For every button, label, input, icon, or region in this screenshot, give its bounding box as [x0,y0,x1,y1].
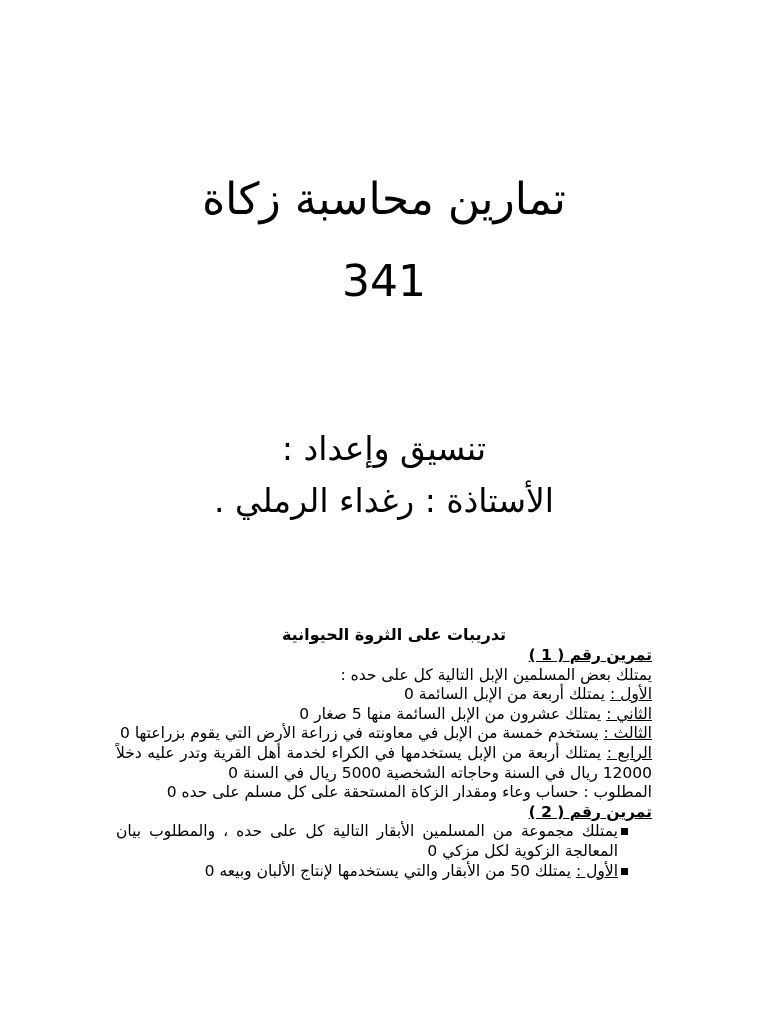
exercise-1-item-first [116,685,652,705]
item-first-text: يمتلك أربعة من الإبل السائمة 0 [404,685,610,704]
cover-title: تمارين محاسبة زكاة [202,174,566,225]
course-number: 341 [342,256,426,307]
exercise-1-heading [116,646,652,666]
item-fourth-label: الرابع : [606,743,652,762]
exercise-1-item-fourth [116,744,652,783]
exercise-1-heading-text: تمرين رقم ( 1 ) [528,646,652,664]
exercise-1-intro: يمتلك بعض المسلمين الإبل التالية كل على حده : [340,665,652,684]
bullet-2-label: الأول : [575,861,618,880]
teacher-name: الأستاذة : رغداء الرملي . [214,481,554,520]
item-second-label: الثاني : [606,704,652,723]
square-bullet-icon [621,868,628,875]
exercise-2-bullet-2 [116,862,652,882]
item-second-text: يمتلك عشرون من الإبل السائمة منها 5 صغار 0 [299,704,607,723]
bullet-1-text: يمتلك مجموعة من المسلمين الأبقار التالية كل على حده ، والمطلوب بيان المعالجة الزكوية لكل مزكي 0 [116,822,618,860]
exercise-1-item-third [116,724,652,744]
section-title: تدريبات على الثروة الحيوانية [281,625,507,644]
exercise-1-item-second [116,705,652,725]
item-third-label: الثالث : [603,724,652,743]
exercise-2-heading [116,803,652,823]
exercise-2-bullet-1 [116,822,652,861]
square-bullet-icon [621,828,628,835]
bullet-2-text: يمتلك 50 من الأبقار والتي يستخدمها لإنتاج الألبان وبيعه 0 [204,861,576,880]
item-first-label: الأول : [609,685,652,704]
exercise-1-required: المطلوب : حساب وعاء ومقدار الزكاة المستحقة على كل مسلم على حده 0 [166,783,652,802]
prepared-by-label: تنسيق وإعداد : [281,429,487,468]
item-fourth-text: يمتلك أربعة من الإبل يستخدمها في الكراء لخدمة أهل القرية وتدر عليه دخلاً 12000 ريال في السنة وحاجاته الشخصية 5000 ريال في السنة 0 [116,743,652,782]
exercise-2-heading-text: تمرين رقم ( 2 ) [528,802,652,821]
exercises-body [116,624,652,881]
item-third-text: يستخدم خمسة من الإبل في معاونته في زراعة الأرض التي يقوم بزراعتها 0 [120,724,604,743]
